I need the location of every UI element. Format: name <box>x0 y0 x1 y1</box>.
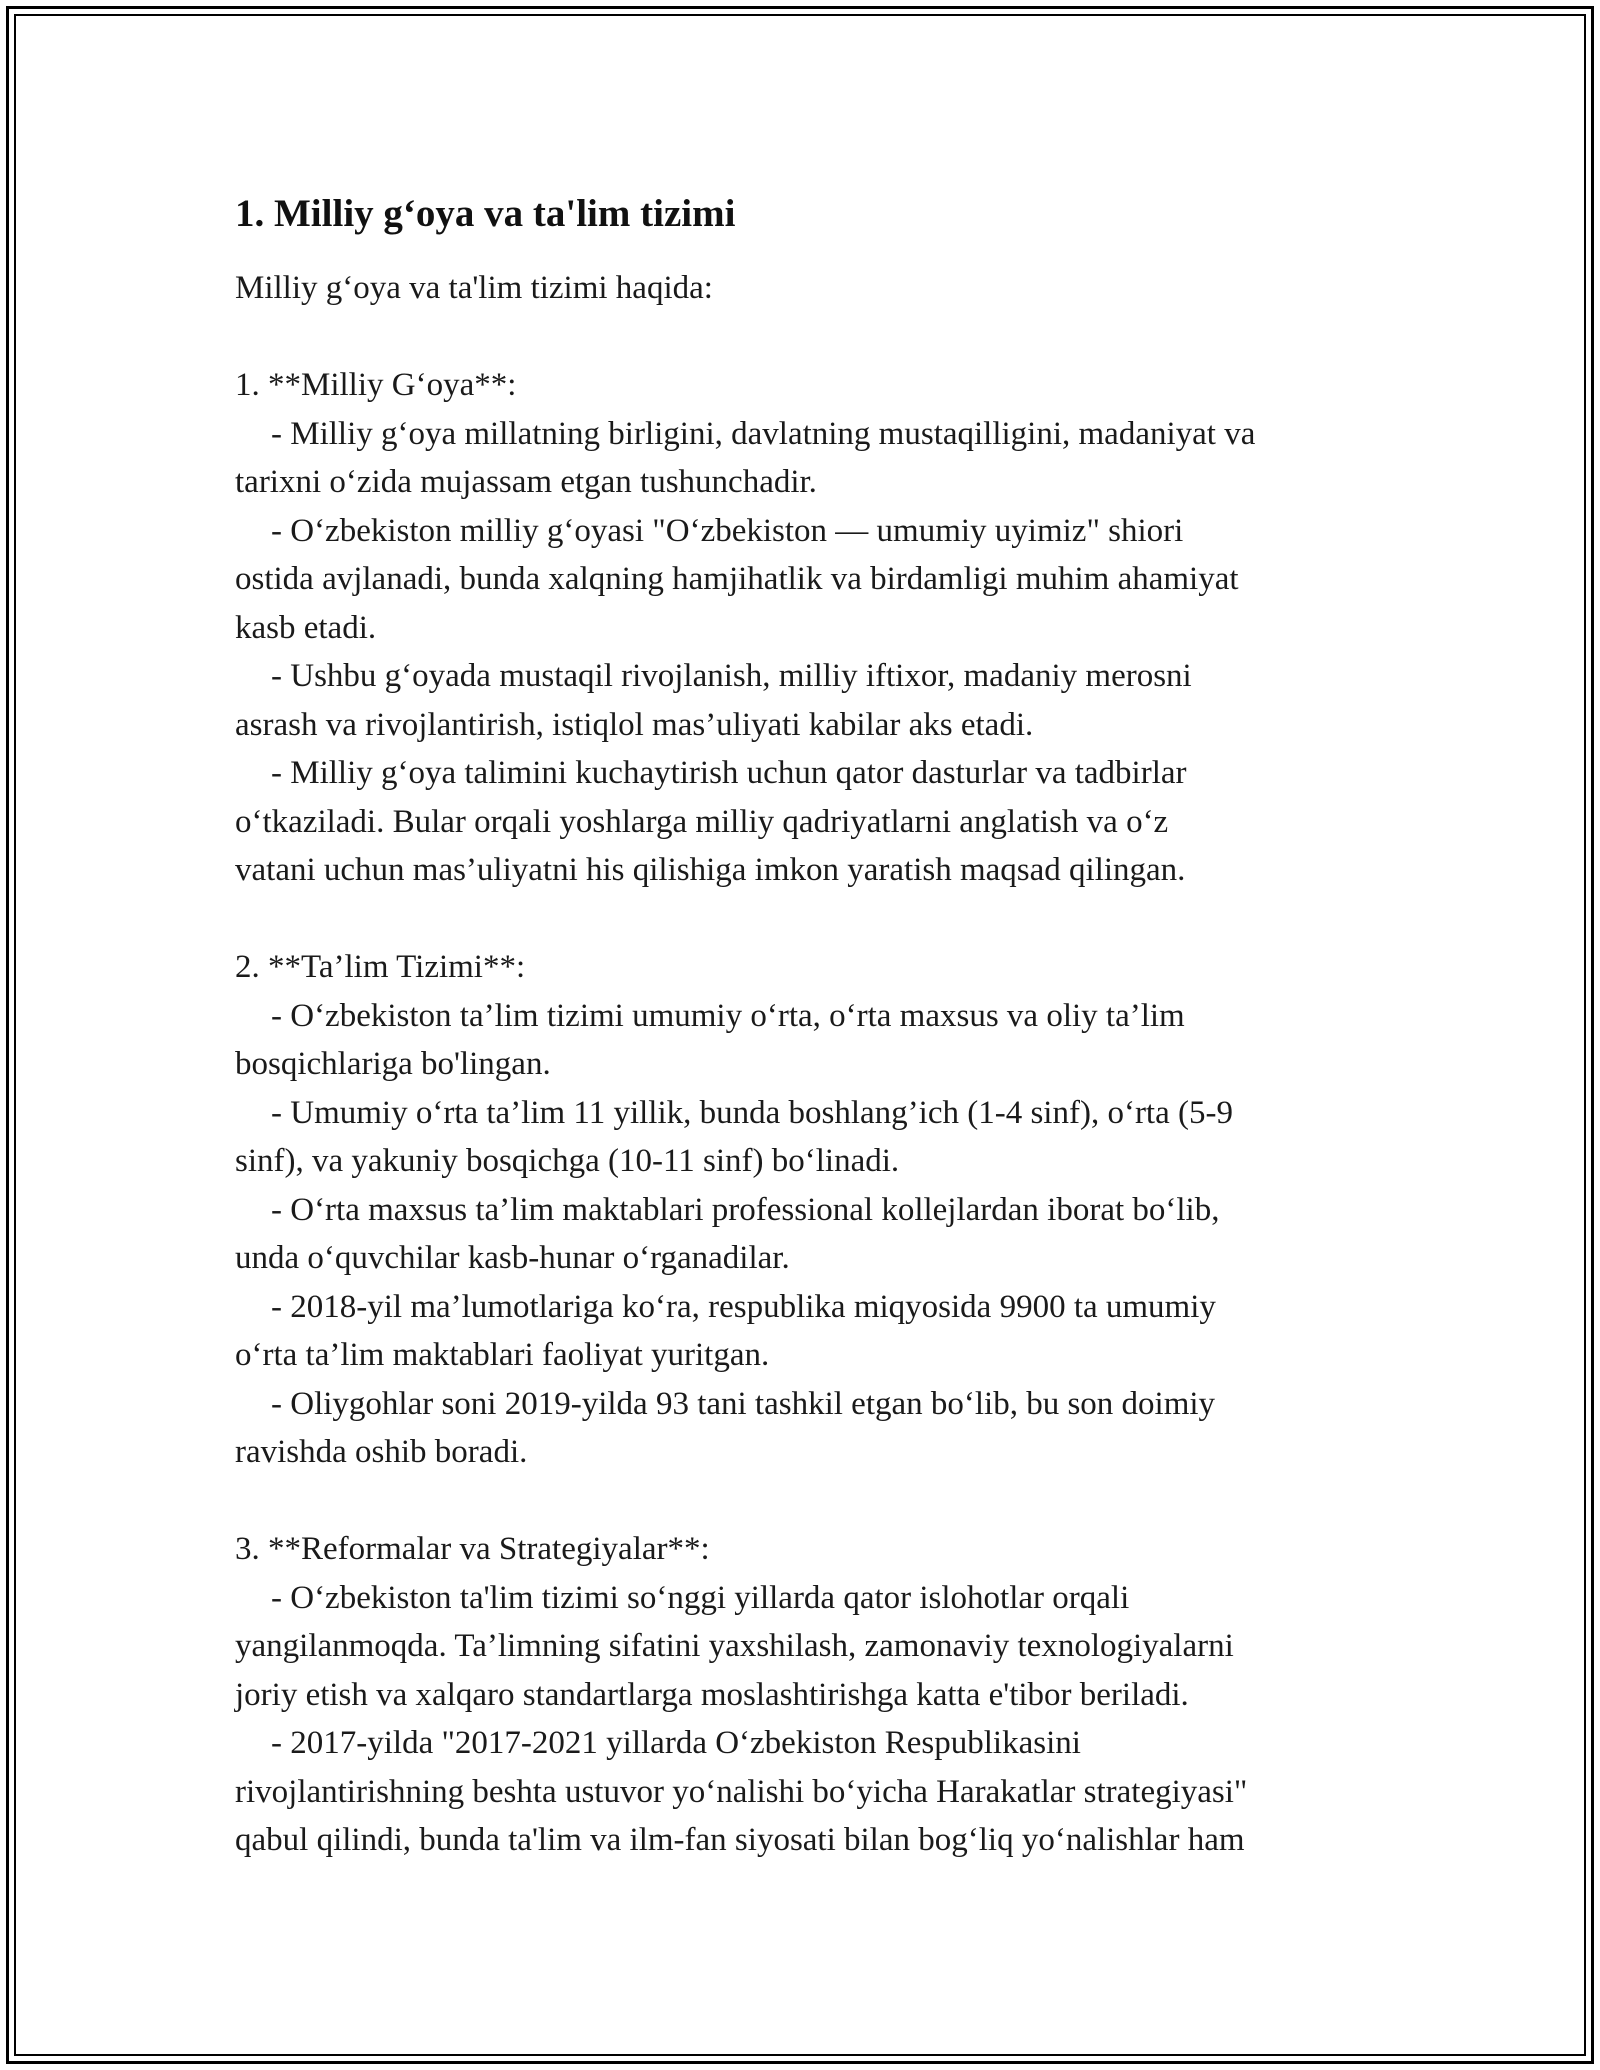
bullet-line: - O‘zbekiston milliy g‘oyasi "O‘zbekiston — umumiy uyimiz" shiori <box>271 512 1184 549</box>
bullet-line: - O‘zbekiston ta'lim tizimi so‘nggi yillarda qator islohotlar orqali <box>271 1579 1130 1616</box>
bullet-line: - Oliygohlar soni 2019-yilda 93 tani tashkil etgan bo‘lib, bu son doimiy <box>271 1385 1216 1422</box>
continuation-line: qabul qilindi, bunda ta'lim va ilm-fan siyosati bilan bog‘liq yo‘nalishlar ham <box>235 1822 1245 1858</box>
continuation-line: rivojlantirishning beshta ustuvor yo‘nalishi bo‘yicha Harakatlar strategiyasi" <box>235 1773 1248 1810</box>
intro-paragraph: Milliy g‘oya va ta'lim tizimi haqida: <box>235 270 713 306</box>
bullet-line: - Umumiy o‘rta ta’lim 11 yillik, bunda boshlang’ich (1-4 sinf), o‘rta (5-9 <box>271 1094 1233 1131</box>
continuation-line: o‘rta ta’lim maktablari faoliyat yuritgan. <box>235 1337 770 1373</box>
section-reformalar <box>235 1525 1385 1865</box>
continuation-line: ravishda oshib boradi. <box>235 1434 528 1470</box>
document-title: 1. Milliy g‘oya va ta'lim tizimi <box>235 192 736 235</box>
bullet-line: - 2017-yilda "2017-2021 yillarda O‘zbekiston Respublikasini <box>271 1725 1081 1761</box>
bullet-line: - Milliy g‘oya millatning birligini, davlatning mustaqilligini, madaniyat va <box>271 415 1256 452</box>
bullet-line: - Milliy g‘oya talimini kuchaytirish uchun qator dasturlar va tadbirlar <box>271 755 1187 791</box>
bullet-line: - Ushbu g‘oyada mustaqil rivojlanish, milliy iftixor, madaniy merosni <box>271 658 1192 694</box>
continuation-line: unda o‘quvchilar kasb-hunar o‘rganadilar. <box>235 1240 790 1276</box>
bullet-line: - O‘rta maxsus ta’lim maktablari professional kollejlardan iborat bo‘lib, <box>271 1191 1220 1228</box>
continuation-line: asrash va rivojlantirish, istiqlol mas’uliyati kabilar aks etadi. <box>235 706 1034 743</box>
continuation-line: joriy etish va xalqaro standartlarga moslashtirishga katta e'tibor beriladi. <box>235 1676 1189 1713</box>
section-milliy-goya <box>235 361 1385 895</box>
continuation-line: tarixni o‘zida mujassam etgan tushunchadir. <box>235 464 817 500</box>
bullet-line: - O‘zbekiston ta’lim tizimi umumiy o‘rta, o‘rta maxsus va oliy ta’lim <box>271 997 1185 1034</box>
continuation-line: bosqichlariga bo'lingan. <box>235 1046 551 1082</box>
continuation-line: yangilanmoqda. Ta’limning sifatini yaxshilash, zamonaviy texnologiyalarni <box>235 1628 1234 1664</box>
section-heading: 1. **Milliy G‘oya**: <box>235 367 517 403</box>
continuation-line: kasb etadi. <box>235 609 377 646</box>
section-heading: 2. **Ta’lim Tizimi**: <box>235 949 526 985</box>
continuation-line: sinf), va yakuniy bosqichga (10-11 sinf) bo‘linadi. <box>235 1143 900 1179</box>
continuation-line: vatani uchun mas’uliyatni his qilishiga imkon yaratish maqsad qilingan. <box>235 852 1186 888</box>
document-body <box>235 188 1385 1865</box>
continuation-line: ostida avjlanadi, bunda xalqning hamjihatlik va birdamligi muhim ahamiyat <box>235 561 1239 597</box>
section-talim-tizimi <box>235 943 1385 1477</box>
section-heading: 3. **Reformalar va Strategiyalar**: <box>235 1531 710 1567</box>
continuation-line: o‘tkaziladi. Bular orqali yoshlarga milliy qadriyatlarni anglatish va o‘z <box>235 803 1169 840</box>
bullet-line: - 2018-yil ma’lumotlariga ko‘ra, respublika miqyosida 9900 ta umumiy <box>271 1288 1216 1325</box>
